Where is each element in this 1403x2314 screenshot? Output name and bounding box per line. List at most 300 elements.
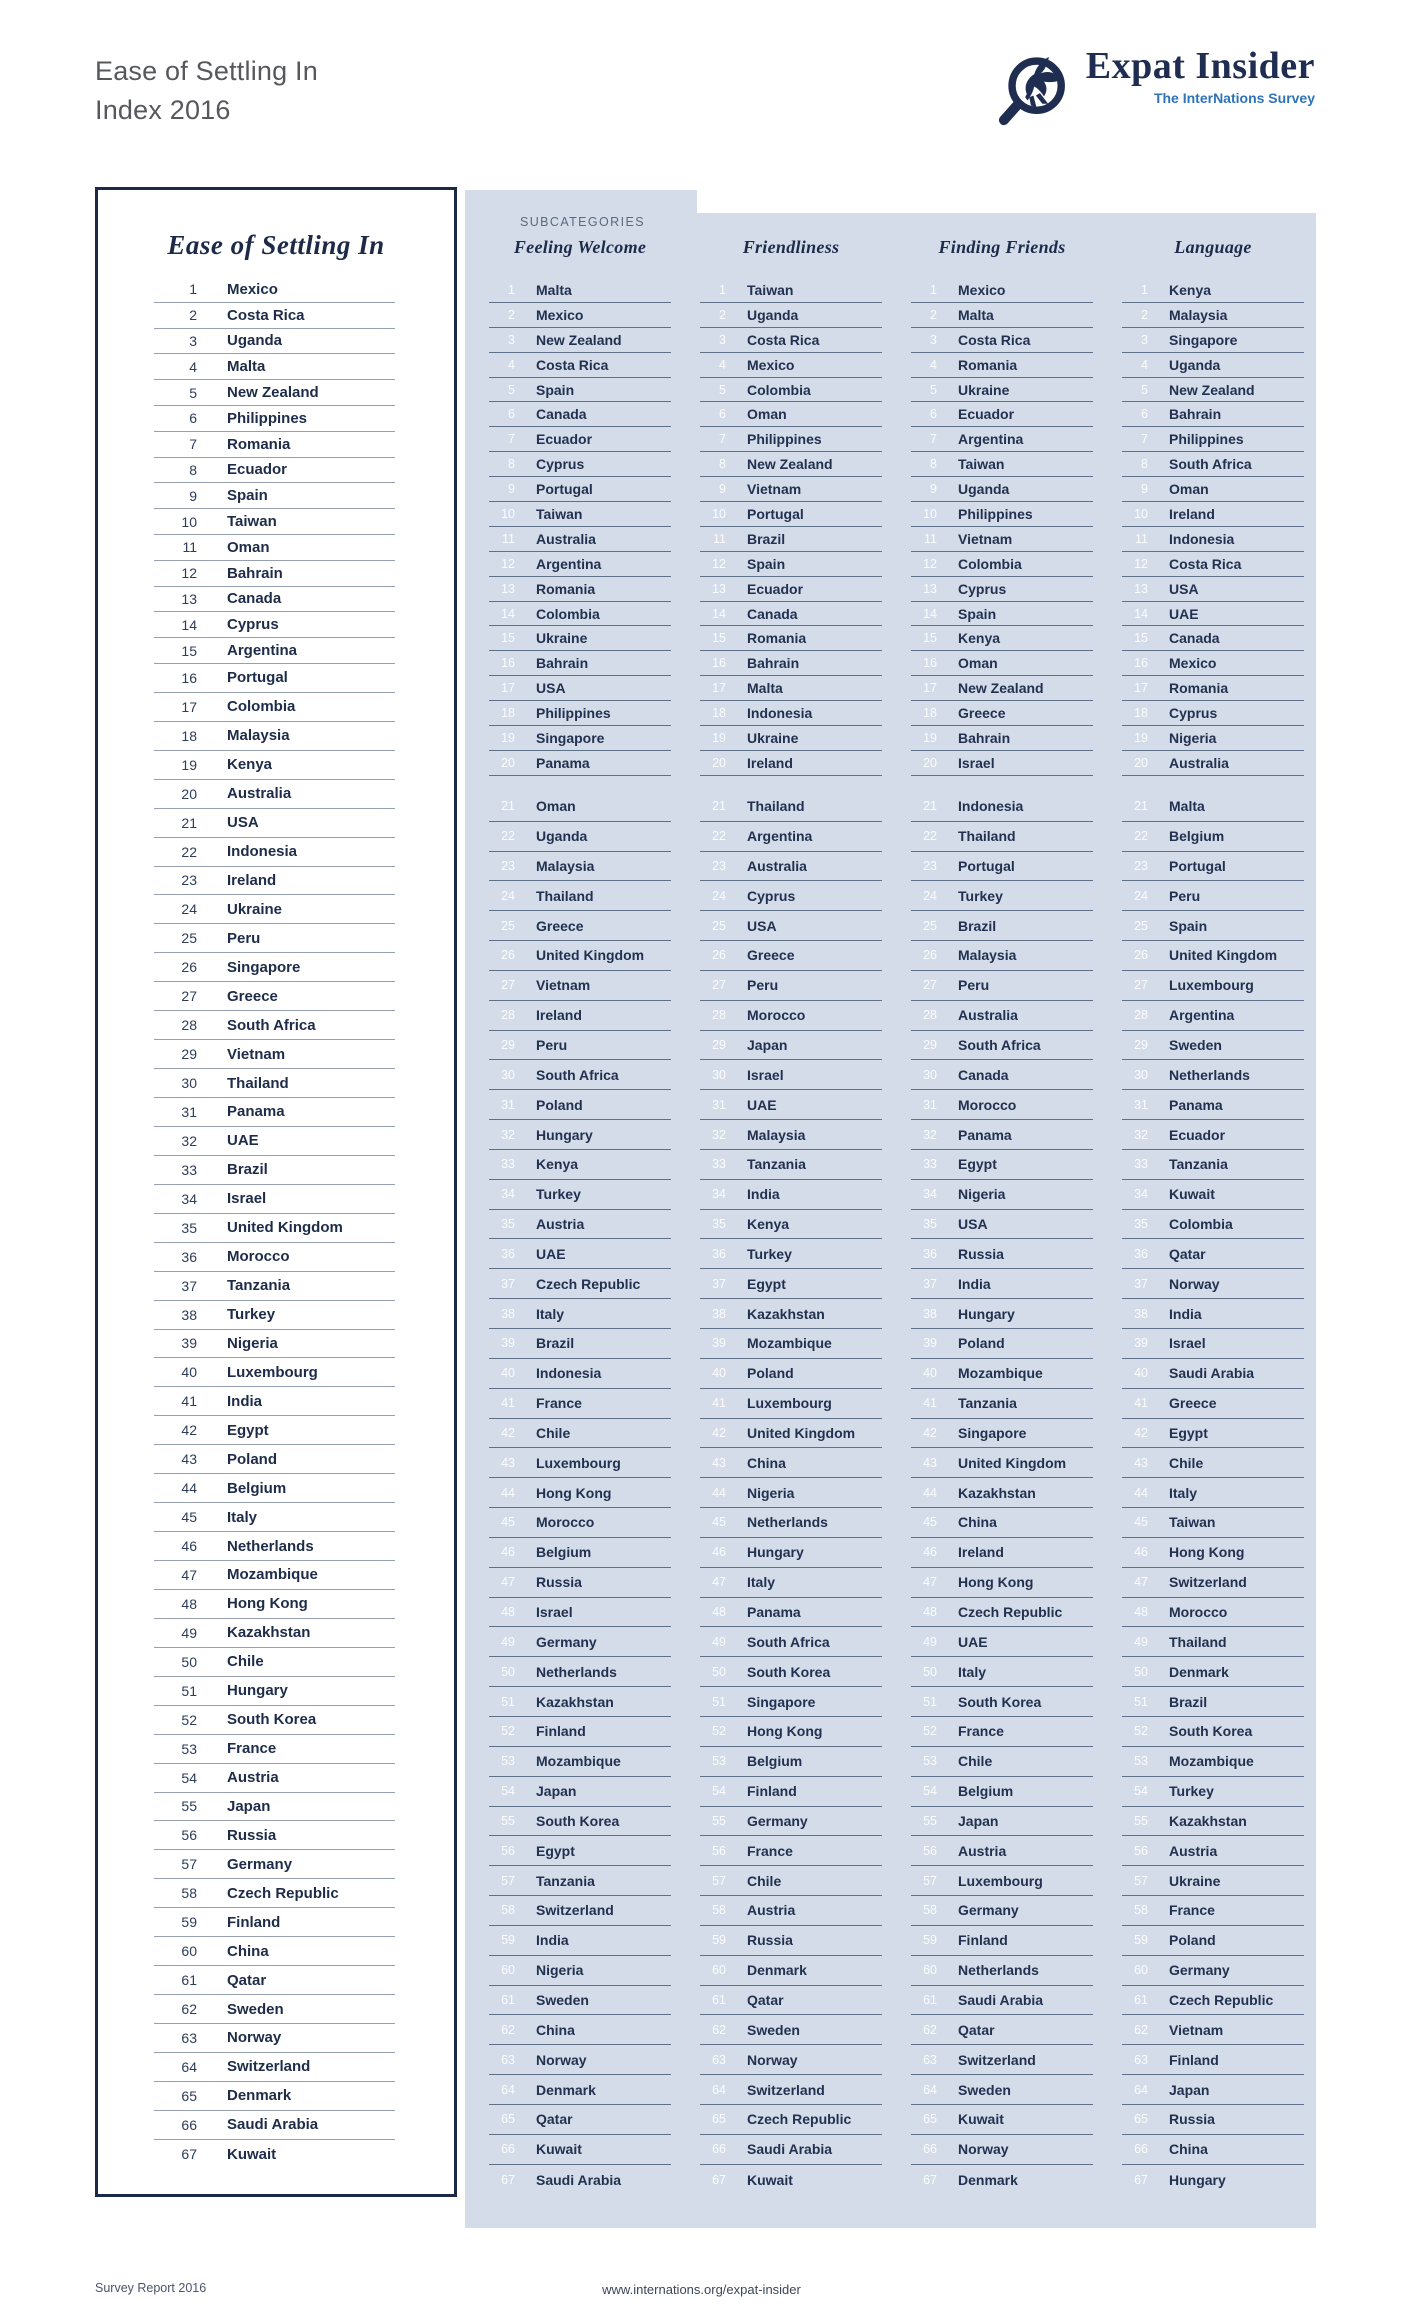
country-name: Japan — [227, 1797, 271, 1815]
rank-row — [1122, 2135, 1304, 2165]
rank-row — [700, 1777, 882, 1807]
rank-number: 4 — [930, 357, 937, 372]
country-name: France — [958, 1723, 1004, 1740]
rank-number: 22 — [501, 829, 515, 844]
country-name: Russia — [958, 1245, 1004, 1262]
country-name: Taiwan — [1169, 1514, 1216, 1531]
rank-row — [700, 477, 882, 502]
rank-row — [700, 911, 882, 941]
rank-row — [489, 1120, 671, 1150]
country-name: Luxembourg — [747, 1395, 832, 1412]
country-name: Switzerland — [747, 2081, 825, 2098]
rank-number: 61 — [1134, 1992, 1148, 2007]
rank-row — [154, 1677, 395, 1706]
rank-number: 30 — [1134, 1067, 1148, 1082]
rank-row — [154, 1127, 395, 1156]
rank-number: 46 — [501, 1545, 515, 1560]
country-name: Indonesia — [747, 705, 813, 722]
country-name: South Korea — [747, 1663, 831, 1680]
rank-row — [154, 664, 395, 693]
rank-row — [911, 1598, 1093, 1628]
country-name: Germany — [536, 1633, 597, 1650]
country-name: Portugal — [227, 669, 288, 687]
rank-number: 36 — [501, 1246, 515, 1261]
rank-row — [700, 1031, 882, 1061]
rank-row — [700, 502, 882, 527]
rank-number: 35 — [181, 1219, 197, 1236]
rank-number: 49 — [181, 1624, 197, 1641]
rank-number: 51 — [501, 1694, 515, 1709]
country-name: Spain — [747, 555, 786, 572]
rank-row — [489, 378, 671, 403]
rank-number: 52 — [923, 1724, 937, 1739]
rank-row — [489, 1866, 671, 1896]
rank-row — [911, 941, 1093, 971]
rank-number: 20 — [1134, 755, 1148, 770]
rank-number: 8 — [719, 457, 726, 472]
rank-row — [1122, 303, 1304, 328]
rank-number: 63 — [1134, 2052, 1148, 2067]
rank-number: 59 — [712, 1933, 726, 1948]
country-name: UAE — [227, 1132, 259, 1150]
country-name: South Korea — [536, 1812, 620, 1829]
rank-row — [911, 1568, 1093, 1598]
country-name: Morocco — [536, 1514, 595, 1531]
rank-row — [154, 809, 395, 838]
country-name: Morocco — [1169, 1604, 1228, 1621]
rank-number: 53 — [181, 1740, 197, 1757]
rank-number: 13 — [712, 581, 726, 596]
rank-row — [154, 535, 395, 561]
rank-row — [154, 561, 395, 587]
rank-row — [700, 577, 882, 602]
rank-row — [911, 1150, 1093, 1180]
rank-number: 43 — [501, 1455, 515, 1470]
country-name: Hungary — [227, 1682, 288, 1700]
country-name: France — [227, 1740, 277, 1758]
country-name: United Kingdom — [536, 947, 645, 964]
rank-row — [700, 701, 882, 726]
country-name: Singapore — [536, 729, 605, 746]
rank-row — [911, 1359, 1093, 1389]
rank-number: 18 — [923, 706, 937, 721]
rank-row — [154, 1474, 395, 1503]
country-name: Kenya — [747, 1216, 790, 1233]
rank-number: 26 — [181, 959, 197, 976]
rank-row — [700, 1568, 882, 1598]
rank-row — [700, 1896, 882, 1926]
rank-row — [489, 1180, 671, 1210]
rank-number: 13 — [1134, 581, 1148, 596]
country-name: New Zealand — [747, 456, 833, 473]
rank-number: 30 — [501, 1067, 515, 1082]
rank-row — [154, 406, 395, 432]
expat-insider-logo — [994, 44, 1315, 132]
rank-row — [1122, 1001, 1304, 1031]
rank-number: 15 — [712, 631, 726, 646]
rank-row — [154, 953, 395, 982]
rank-row — [1122, 278, 1304, 303]
rank-number: 23 — [712, 858, 726, 873]
rank-row — [911, 852, 1093, 882]
rank-row — [489, 1836, 671, 1866]
rank-number: 29 — [181, 1046, 197, 1063]
country-name: Mozambique — [958, 1365, 1043, 1382]
rank-row — [911, 1926, 1093, 1956]
subcategories-panel — [465, 213, 1316, 2228]
country-name: Malaysia — [227, 727, 290, 745]
rank-number: 20 — [712, 755, 726, 770]
rank-row — [700, 971, 882, 1001]
rank-row — [154, 1821, 395, 1850]
rank-row — [1122, 751, 1304, 776]
rank-number: 30 — [712, 1067, 726, 1082]
country-name: Hong Kong — [958, 1574, 1034, 1591]
rank-row — [1122, 1956, 1304, 1986]
rank-number: 9 — [508, 482, 515, 497]
country-name: Canada — [1169, 630, 1220, 647]
rank-row — [911, 1001, 1093, 1031]
country-name: Kazakhstan — [1169, 1812, 1247, 1829]
rank-number: 27 — [1134, 978, 1148, 993]
rank-number: 10 — [923, 506, 937, 521]
rank-number: 54 — [712, 1784, 726, 1799]
rank-number: 20 — [501, 755, 515, 770]
rank-row — [911, 1389, 1093, 1419]
rank-number: 44 — [181, 1480, 197, 1497]
main-index-list — [154, 277, 395, 2169]
rank-number: 24 — [923, 888, 937, 903]
rank-row — [154, 1619, 395, 1648]
country-name: Bahrain — [958, 729, 1011, 746]
rank-row — [1122, 651, 1304, 676]
rank-row — [911, 1627, 1093, 1657]
rank-row — [911, 502, 1093, 527]
country-name: Greece — [536, 917, 584, 934]
rank-row — [154, 780, 395, 809]
rank-number: 35 — [712, 1217, 726, 1232]
country-name: Cyprus — [747, 887, 796, 904]
country-name: Ecuador — [227, 461, 288, 479]
country-name: Mexico — [536, 306, 584, 323]
country-name: Vietnam — [747, 481, 802, 498]
country-name: Ukraine — [958, 381, 1010, 398]
rank-row — [1122, 1090, 1304, 1120]
rank-number: 50 — [1134, 1664, 1148, 1679]
country-name: Poland — [536, 1096, 583, 1113]
rank-number: 22 — [712, 829, 726, 844]
country-name: Cyprus — [958, 580, 1007, 597]
rank-number: 41 — [1134, 1396, 1148, 1411]
rank-row — [1122, 2165, 1304, 2195]
rank-row — [154, 895, 395, 924]
country-name: Brazil — [536, 1335, 575, 1352]
country-name: Portugal — [958, 857, 1015, 874]
country-name: Turkey — [227, 1306, 276, 1324]
rank-row — [1122, 1836, 1304, 1866]
country-name: Ukraine — [1169, 1872, 1221, 1889]
rank-number: 36 — [923, 1246, 937, 1261]
rank-number: 28 — [923, 1008, 937, 1023]
rank-row — [154, 1764, 395, 1793]
rank-row — [911, 1210, 1093, 1240]
rank-number: 37 — [923, 1276, 937, 1291]
subcategory-list — [911, 278, 1093, 2194]
rank-number: 3 — [1141, 332, 1148, 347]
rank-number: 26 — [923, 948, 937, 963]
rank-row — [1122, 881, 1304, 911]
country-name: Czech Republic — [536, 1275, 641, 1292]
rank-row — [911, 2105, 1093, 2135]
rank-number: 16 — [501, 656, 515, 671]
rank-row — [700, 2015, 882, 2045]
country-name: Netherlands — [958, 1962, 1039, 1979]
rank-row — [700, 1478, 882, 1508]
country-name: Greece — [958, 705, 1006, 722]
rank-number: 60 — [181, 1943, 197, 1960]
rank-number: 57 — [501, 1873, 515, 1888]
rank-number: 6 — [189, 410, 197, 427]
rank-row — [154, 1243, 395, 1272]
rank-row — [700, 402, 882, 427]
country-name: Poland — [958, 1335, 1005, 1352]
country-name: Mozambique — [1169, 1753, 1254, 1770]
rank-number: 14 — [181, 616, 197, 633]
rank-row — [700, 751, 882, 776]
country-name: Mexico — [747, 356, 795, 373]
country-name: Peru — [536, 1036, 568, 1053]
country-name: Japan — [958, 1812, 999, 1829]
rank-row — [700, 1150, 882, 1180]
rank-number: 20 — [181, 785, 197, 802]
rank-row — [1122, 1329, 1304, 1359]
rank-number: 35 — [1134, 1217, 1148, 1232]
country-name: Malta — [227, 358, 266, 376]
country-name: Vietnam — [227, 1045, 286, 1063]
rank-number: 5 — [1141, 382, 1148, 397]
rank-row — [700, 1657, 882, 1687]
rank-row — [700, 651, 882, 676]
country-name: Ecuador — [747, 580, 804, 597]
country-name: Mozambique — [536, 1753, 621, 1770]
country-name: Tanzania — [536, 1872, 595, 1889]
country-name: Peru — [227, 929, 261, 947]
country-name: Qatar — [227, 1971, 267, 1989]
rank-number: 40 — [1134, 1366, 1148, 1381]
rank-row — [700, 1986, 882, 2016]
rank-number: 46 — [712, 1545, 726, 1560]
country-name: France — [536, 1395, 582, 1412]
rank-row — [700, 1299, 882, 1329]
rank-row — [154, 458, 395, 484]
rank-number: 27 — [181, 988, 197, 1005]
rank-row — [911, 1807, 1093, 1837]
rank-number: 45 — [501, 1515, 515, 1530]
rank-row — [489, 751, 671, 776]
rank-number: 66 — [1134, 2142, 1148, 2157]
rank-row — [489, 1807, 671, 1837]
rank-number: 28 — [1134, 1008, 1148, 1023]
rank-number: 37 — [501, 1276, 515, 1291]
country-name: Panama — [958, 1126, 1012, 1143]
country-name: United Kingdom — [1169, 947, 1278, 964]
rank-number: 61 — [923, 1992, 937, 2007]
rank-number: 62 — [1134, 2022, 1148, 2037]
rank-row — [154, 1561, 395, 1590]
country-name: Brazil — [958, 917, 997, 934]
rank-row — [154, 1185, 395, 1214]
rank-row — [700, 303, 882, 328]
rank-number: 23 — [923, 858, 937, 873]
rank-row — [1122, 822, 1304, 852]
rank-number: 31 — [1134, 1097, 1148, 1112]
country-name: United Kingdom — [958, 1454, 1067, 1471]
rank-number: 11 — [182, 539, 197, 556]
country-name: Germany — [747, 1812, 808, 1829]
country-name: Sweden — [536, 1991, 589, 2008]
country-name: Ireland — [747, 754, 793, 771]
country-name: Luxembourg — [227, 1363, 318, 1381]
rank-number: 48 — [501, 1605, 515, 1620]
subcategories-label: SUBCATEGORIES — [520, 215, 645, 229]
country-name: Australia — [958, 1007, 1018, 1024]
rank-row — [154, 1532, 395, 1561]
rank-row — [700, 1866, 882, 1896]
country-name: Greece — [1169, 1395, 1217, 1412]
country-name: Morocco — [227, 1248, 290, 1266]
country-name: South Africa — [536, 1066, 619, 1083]
rank-number: 10 — [501, 506, 515, 521]
rank-number: 19 — [181, 756, 197, 773]
country-name: Hungary — [536, 1126, 593, 1143]
rank-number: 7 — [508, 432, 515, 447]
country-name: Luxembourg — [958, 1872, 1043, 1889]
rank-number: 66 — [501, 2142, 515, 2157]
country-name: Romania — [747, 630, 807, 647]
rank-row — [700, 1508, 882, 1538]
rank-number: 55 — [712, 1813, 726, 1828]
rank-row — [154, 2111, 395, 2140]
rank-row — [489, 1627, 671, 1657]
subcategory-list — [700, 278, 882, 2194]
country-name: Switzerland — [1169, 1574, 1247, 1591]
rank-row — [1122, 452, 1304, 477]
rank-number: 51 — [1134, 1694, 1148, 1709]
rank-row — [911, 278, 1093, 303]
rank-row — [489, 1478, 671, 1508]
rank-number: 54 — [181, 1769, 197, 1786]
country-name: Singapore — [958, 1424, 1027, 1441]
country-name: Egypt — [1169, 1424, 1208, 1441]
rank-number: 27 — [923, 978, 937, 993]
country-name: Ireland — [536, 1007, 582, 1024]
rank-row — [1122, 1896, 1304, 1926]
country-name: Czech Republic — [747, 2111, 852, 2128]
country-name: Philippines — [747, 431, 822, 448]
rank-row — [489, 1329, 671, 1359]
country-name: Costa Rica — [227, 306, 305, 324]
rank-row — [1122, 1747, 1304, 1777]
rank-row — [1122, 1299, 1304, 1329]
rank-number: 65 — [181, 2087, 197, 2104]
rank-row — [700, 726, 882, 751]
rank-number: 29 — [923, 1037, 937, 1052]
country-name: Turkey — [958, 887, 1003, 904]
rank-row — [489, 427, 671, 452]
country-name: Hong Kong — [536, 1484, 612, 1501]
rank-row — [700, 427, 882, 452]
rank-number: 5 — [508, 382, 515, 397]
rank-row — [700, 1090, 882, 1120]
rank-row — [1122, 726, 1304, 751]
country-name: USA — [747, 917, 777, 934]
rank-row — [1122, 971, 1304, 1001]
rank-number: 60 — [923, 1963, 937, 1978]
rank-row — [489, 2105, 671, 2135]
country-name: Indonesia — [536, 1365, 602, 1382]
rank-number: 16 — [923, 656, 937, 671]
country-name: Costa Rica — [747, 331, 820, 348]
rank-row — [1122, 676, 1304, 701]
rank-row — [1122, 1239, 1304, 1269]
country-name: Russia — [747, 1932, 793, 1949]
country-name: Bahrain — [536, 655, 589, 672]
country-name: South Africa — [958, 1036, 1041, 1053]
rank-number: 33 — [712, 1157, 726, 1172]
country-name: Morocco — [958, 1096, 1017, 1113]
rank-row — [154, 277, 395, 303]
rank-number: 3 — [189, 332, 197, 349]
rank-number: 35 — [923, 1217, 937, 1232]
rank-row — [489, 1210, 671, 1240]
rank-number: 11 — [1135, 531, 1148, 546]
rank-number: 53 — [923, 1754, 937, 1769]
rank-row — [911, 577, 1093, 602]
rank-number: 22 — [181, 843, 197, 860]
country-name: Sweden — [227, 2000, 284, 2018]
rank-number: 32 — [712, 1127, 726, 1142]
rank-number: 11 — [502, 531, 515, 546]
country-name: Norway — [747, 2051, 798, 2068]
logo-brand-name: Expat Insider — [1085, 45, 1315, 87]
rank-row — [154, 1098, 395, 1127]
country-name: Netherlands — [1169, 1066, 1250, 1083]
country-name: Indonesia — [958, 798, 1024, 815]
country-name: Japan — [1169, 2081, 1210, 2098]
rank-row — [700, 1836, 882, 1866]
rank-number: 14 — [1134, 606, 1148, 621]
rank-row — [1122, 552, 1304, 577]
country-name: Costa Rica — [1169, 555, 1242, 572]
rank-number: 31 — [712, 1097, 726, 1112]
rank-number: 18 — [1134, 706, 1148, 721]
country-name: UAE — [1169, 605, 1199, 622]
country-name: UAE — [958, 1633, 988, 1650]
rank-row — [911, 552, 1093, 577]
rank-number: 33 — [923, 1157, 937, 1172]
rank-number: 58 — [501, 1903, 515, 1918]
rank-number: 67 — [181, 2146, 197, 2163]
country-name: Malta — [536, 281, 572, 298]
rank-row — [911, 1986, 1093, 2016]
country-name: Uganda — [958, 481, 1010, 498]
rank-row — [700, 602, 882, 627]
rank-row — [154, 1590, 395, 1619]
rank-row — [489, 911, 671, 941]
rank-row — [154, 693, 395, 722]
country-name: South Korea — [958, 1693, 1042, 1710]
rank-row — [489, 452, 671, 477]
